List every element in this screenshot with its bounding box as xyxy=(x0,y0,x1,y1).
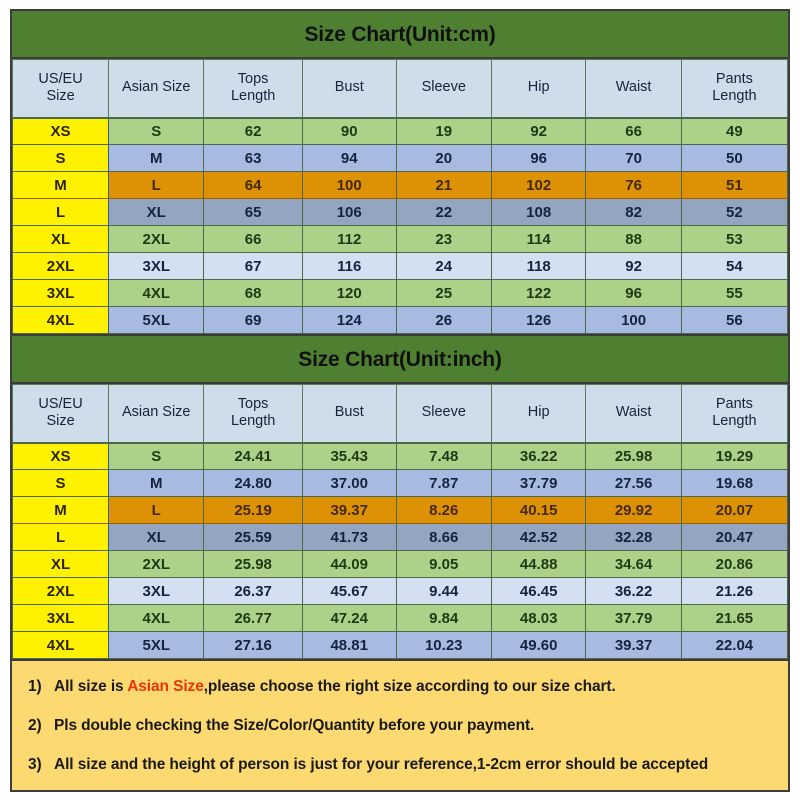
table-cell: 10.23 xyxy=(396,632,491,659)
col-header-line1: Asian Size xyxy=(121,404,191,421)
table-cell: 108 xyxy=(491,199,586,226)
table-row xyxy=(13,226,788,253)
table-cell: 26 xyxy=(396,307,491,334)
table-cell: 68 xyxy=(204,280,302,307)
col-header-line1: Asian Size xyxy=(121,79,191,96)
table-cell: 96 xyxy=(586,280,681,307)
table-cell: 35.43 xyxy=(302,443,396,470)
table-cell: 63 xyxy=(204,145,302,172)
table-cell: 122 xyxy=(491,280,586,307)
table-cell: 65 xyxy=(204,199,302,226)
col-header-asian-size xyxy=(109,60,204,118)
col-header-line1: Pants xyxy=(715,395,753,412)
table-row xyxy=(13,118,788,145)
table-cell: 49.60 xyxy=(491,632,586,659)
table-row xyxy=(13,172,788,199)
table-cell: 24.41 xyxy=(204,443,302,470)
table-cell: 64 xyxy=(204,172,302,199)
table-head-cm xyxy=(13,60,788,118)
table-cell: 8.66 xyxy=(396,524,491,551)
col-header-us-eu-size xyxy=(13,60,109,118)
table-row xyxy=(13,551,788,578)
table-cell: XL xyxy=(109,524,204,551)
table-cell: 55 xyxy=(681,280,787,307)
table-cell: 20 xyxy=(396,145,491,172)
table-cell: 9.05 xyxy=(396,551,491,578)
table-cell: 7.87 xyxy=(396,470,491,497)
table-cell: 100 xyxy=(586,307,681,334)
col-header-waist xyxy=(586,60,681,118)
table-cell: 44.09 xyxy=(302,551,396,578)
table-cell: L xyxy=(109,172,204,199)
cell-us-eu-size: 3XL xyxy=(13,280,109,307)
col-header-line1: Sleeve xyxy=(421,404,466,421)
size-table-inch xyxy=(12,384,788,659)
table-cell: 48.81 xyxy=(302,632,396,659)
table-cell: 20.86 xyxy=(681,551,787,578)
table-cell: 2XL xyxy=(109,551,204,578)
note-line xyxy=(12,756,788,774)
table-cell: 126 xyxy=(491,307,586,334)
table-cell: 32.28 xyxy=(586,524,681,551)
table-cell: M xyxy=(109,470,204,497)
size-chart-inch-block xyxy=(10,334,790,659)
col-header-tops-length xyxy=(204,385,302,443)
cell-us-eu-size: L xyxy=(13,524,109,551)
table-cell: 26.37 xyxy=(204,578,302,605)
col-header-line2: Length xyxy=(230,88,276,105)
table-cell: 96 xyxy=(491,145,586,172)
col-header-line2: Length xyxy=(712,413,757,430)
note-text: All size is Asian Size,please choose the right size according to our size chart. xyxy=(54,677,616,695)
table-cell: 3XL xyxy=(109,578,204,605)
header-row xyxy=(13,60,788,118)
table-cell: 70 xyxy=(586,145,681,172)
table-cell: 22 xyxy=(396,199,491,226)
table-cell: 9.84 xyxy=(396,605,491,632)
table-cell: 19 xyxy=(396,118,491,145)
table-cell: 124 xyxy=(302,307,396,334)
col-header-asian-size xyxy=(109,385,204,443)
col-header-line1: Bust xyxy=(334,79,364,96)
table-cell: 45.67 xyxy=(302,578,396,605)
table-cell: 53 xyxy=(681,226,787,253)
col-header-line1: Tops xyxy=(237,70,269,87)
col-header-line2: Length xyxy=(712,88,757,105)
table-cell: 25.98 xyxy=(204,551,302,578)
table-cell: 118 xyxy=(491,253,586,280)
note-number: 2) xyxy=(28,716,42,734)
cell-us-eu-size: 2XL xyxy=(13,578,109,605)
table-cell: 42.52 xyxy=(491,524,586,551)
note-text: Pls double checking the Size/Color/Quantity before your payment. xyxy=(54,716,535,734)
col-header-line1: US/EU xyxy=(38,395,83,412)
note-line xyxy=(12,717,788,735)
table-row xyxy=(13,524,788,551)
table-cell: 29.92 xyxy=(586,497,681,524)
table-row xyxy=(13,280,788,307)
table-body-cm xyxy=(13,118,788,334)
table-cell: 102 xyxy=(491,172,586,199)
table-row xyxy=(13,443,788,470)
table-row xyxy=(13,578,788,605)
table-cell: 120 xyxy=(302,280,396,307)
table-cell: 2XL xyxy=(109,226,204,253)
cell-us-eu-size: M xyxy=(13,172,109,199)
col-header-line2: Size xyxy=(46,413,75,430)
table-cell: 27.16 xyxy=(204,632,302,659)
table-cell: 40.15 xyxy=(491,497,586,524)
table-cell: 66 xyxy=(586,118,681,145)
table-cell: 21.65 xyxy=(681,605,787,632)
table-cell: 49 xyxy=(681,118,787,145)
table-cell: 51 xyxy=(681,172,787,199)
table-cell: 20.47 xyxy=(681,524,787,551)
col-header-line2: Length xyxy=(230,413,276,430)
table-cell: S xyxy=(109,118,204,145)
col-header-line1: US/EU xyxy=(38,70,83,87)
table-cell: 50 xyxy=(681,145,787,172)
col-header-line1: Waist xyxy=(615,79,652,96)
note-accent-text: Asian Size xyxy=(127,677,204,695)
table-cell: 4XL xyxy=(109,280,204,307)
table-cell: 76 xyxy=(586,172,681,199)
table-cell: 23 xyxy=(396,226,491,253)
col-header-bust xyxy=(302,60,396,118)
table-row xyxy=(13,307,788,334)
table-cell: 106 xyxy=(302,199,396,226)
table-body-inch xyxy=(13,443,788,659)
table-cell: 37.00 xyxy=(302,470,396,497)
col-header-line1: Tops xyxy=(237,395,269,412)
size-table-cm xyxy=(12,59,788,334)
table-cell: 92 xyxy=(491,118,586,145)
col-header-pants-length xyxy=(681,60,787,118)
table-row xyxy=(13,497,788,524)
col-header-tops-length xyxy=(204,60,302,118)
table-cell: 41.73 xyxy=(302,524,396,551)
col-header-hip xyxy=(491,385,586,443)
note-text: All size and the height of person is just for your reference,1-2cm error should be accepted xyxy=(54,755,709,773)
col-header-line1: Hip xyxy=(527,404,550,421)
col-header-hip xyxy=(491,60,586,118)
col-header-line1: Bust xyxy=(334,404,364,421)
chart-title-cm: Size Chart(Unit:cm) xyxy=(12,11,788,59)
table-cell: 22.04 xyxy=(681,632,787,659)
table-cell: 20.07 xyxy=(681,497,787,524)
table-cell: 25.98 xyxy=(586,443,681,470)
header-row xyxy=(13,385,788,443)
table-cell: 5XL xyxy=(109,632,204,659)
table-cell: 34.64 xyxy=(586,551,681,578)
table-cell: 94 xyxy=(302,145,396,172)
table-cell: 24 xyxy=(396,253,491,280)
table-cell: 56 xyxy=(681,307,787,334)
table-cell: 25.19 xyxy=(204,497,302,524)
table-cell: 39.37 xyxy=(586,632,681,659)
col-header-line1: Waist xyxy=(615,404,652,421)
cell-us-eu-size: XL xyxy=(13,226,109,253)
col-header-pants-length xyxy=(681,385,787,443)
table-row xyxy=(13,605,788,632)
table-cell: 112 xyxy=(302,226,396,253)
table-row xyxy=(13,199,788,226)
table-cell: 19.29 xyxy=(681,443,787,470)
table-cell: 114 xyxy=(491,226,586,253)
cell-us-eu-size: 2XL xyxy=(13,253,109,280)
table-cell: 8.26 xyxy=(396,497,491,524)
table-row xyxy=(13,145,788,172)
table-cell: 21 xyxy=(396,172,491,199)
table-cell: 24.80 xyxy=(204,470,302,497)
table-cell: L xyxy=(109,497,204,524)
note-number: 1) xyxy=(28,677,42,695)
cell-us-eu-size: S xyxy=(13,145,109,172)
table-cell: 52 xyxy=(681,199,787,226)
table-cell: 82 xyxy=(586,199,681,226)
col-header-line1: Pants xyxy=(715,70,753,87)
col-header-waist xyxy=(586,385,681,443)
cell-us-eu-size: 3XL xyxy=(13,605,109,632)
table-cell: 21.26 xyxy=(681,578,787,605)
col-header-us-eu-size xyxy=(13,385,109,443)
table-cell: S xyxy=(109,443,204,470)
table-cell: 25.59 xyxy=(204,524,302,551)
col-header-bust xyxy=(302,385,396,443)
table-cell: 27.56 xyxy=(586,470,681,497)
table-cell: 67 xyxy=(204,253,302,280)
cell-us-eu-size: 4XL xyxy=(13,307,109,334)
table-cell: 39.37 xyxy=(302,497,396,524)
col-header-sleeve xyxy=(396,60,491,118)
table-cell: 48.03 xyxy=(491,605,586,632)
notes-section xyxy=(10,659,790,792)
table-cell: 100 xyxy=(302,172,396,199)
table-cell: 62 xyxy=(204,118,302,145)
table-cell: 3XL xyxy=(109,253,204,280)
cell-us-eu-size: L xyxy=(13,199,109,226)
table-cell: 19.68 xyxy=(681,470,787,497)
table-cell: 66 xyxy=(204,226,302,253)
table-cell: 44.88 xyxy=(491,551,586,578)
cell-us-eu-size: XS xyxy=(13,118,109,145)
chart-title-inch: Size Chart(Unit:inch) xyxy=(12,336,788,384)
table-cell: 37.79 xyxy=(586,605,681,632)
table-cell: 25 xyxy=(396,280,491,307)
size-chart-cm-block xyxy=(10,9,790,334)
table-cell: 69 xyxy=(204,307,302,334)
col-header-line1: Hip xyxy=(527,79,550,96)
table-cell: 36.22 xyxy=(586,578,681,605)
note-line xyxy=(12,678,788,696)
table-row xyxy=(13,253,788,280)
table-cell: 5XL xyxy=(109,307,204,334)
table-cell: 90 xyxy=(302,118,396,145)
cell-us-eu-size: 4XL xyxy=(13,632,109,659)
table-row xyxy=(13,470,788,497)
table-cell: 7.48 xyxy=(396,443,491,470)
cell-us-eu-size: XS xyxy=(13,443,109,470)
table-cell: M xyxy=(109,145,204,172)
table-cell: XL xyxy=(109,199,204,226)
table-cell: 47.24 xyxy=(302,605,396,632)
table-cell: 116 xyxy=(302,253,396,280)
table-cell: 37.79 xyxy=(491,470,586,497)
table-row xyxy=(13,632,788,659)
cell-us-eu-size: XL xyxy=(13,551,109,578)
table-cell: 4XL xyxy=(109,605,204,632)
note-number: 3) xyxy=(28,755,42,773)
col-header-line2: Size xyxy=(46,88,75,105)
cell-us-eu-size: M xyxy=(13,497,109,524)
col-header-sleeve xyxy=(396,385,491,443)
table-cell: 26.77 xyxy=(204,605,302,632)
table-cell: 36.22 xyxy=(491,443,586,470)
table-cell: 92 xyxy=(586,253,681,280)
table-cell: 88 xyxy=(586,226,681,253)
table-head-inch xyxy=(13,385,788,443)
cell-us-eu-size: S xyxy=(13,470,109,497)
table-cell: 54 xyxy=(681,253,787,280)
col-header-line1: Sleeve xyxy=(421,79,466,96)
table-cell: 46.45 xyxy=(491,578,586,605)
table-cell: 9.44 xyxy=(396,578,491,605)
